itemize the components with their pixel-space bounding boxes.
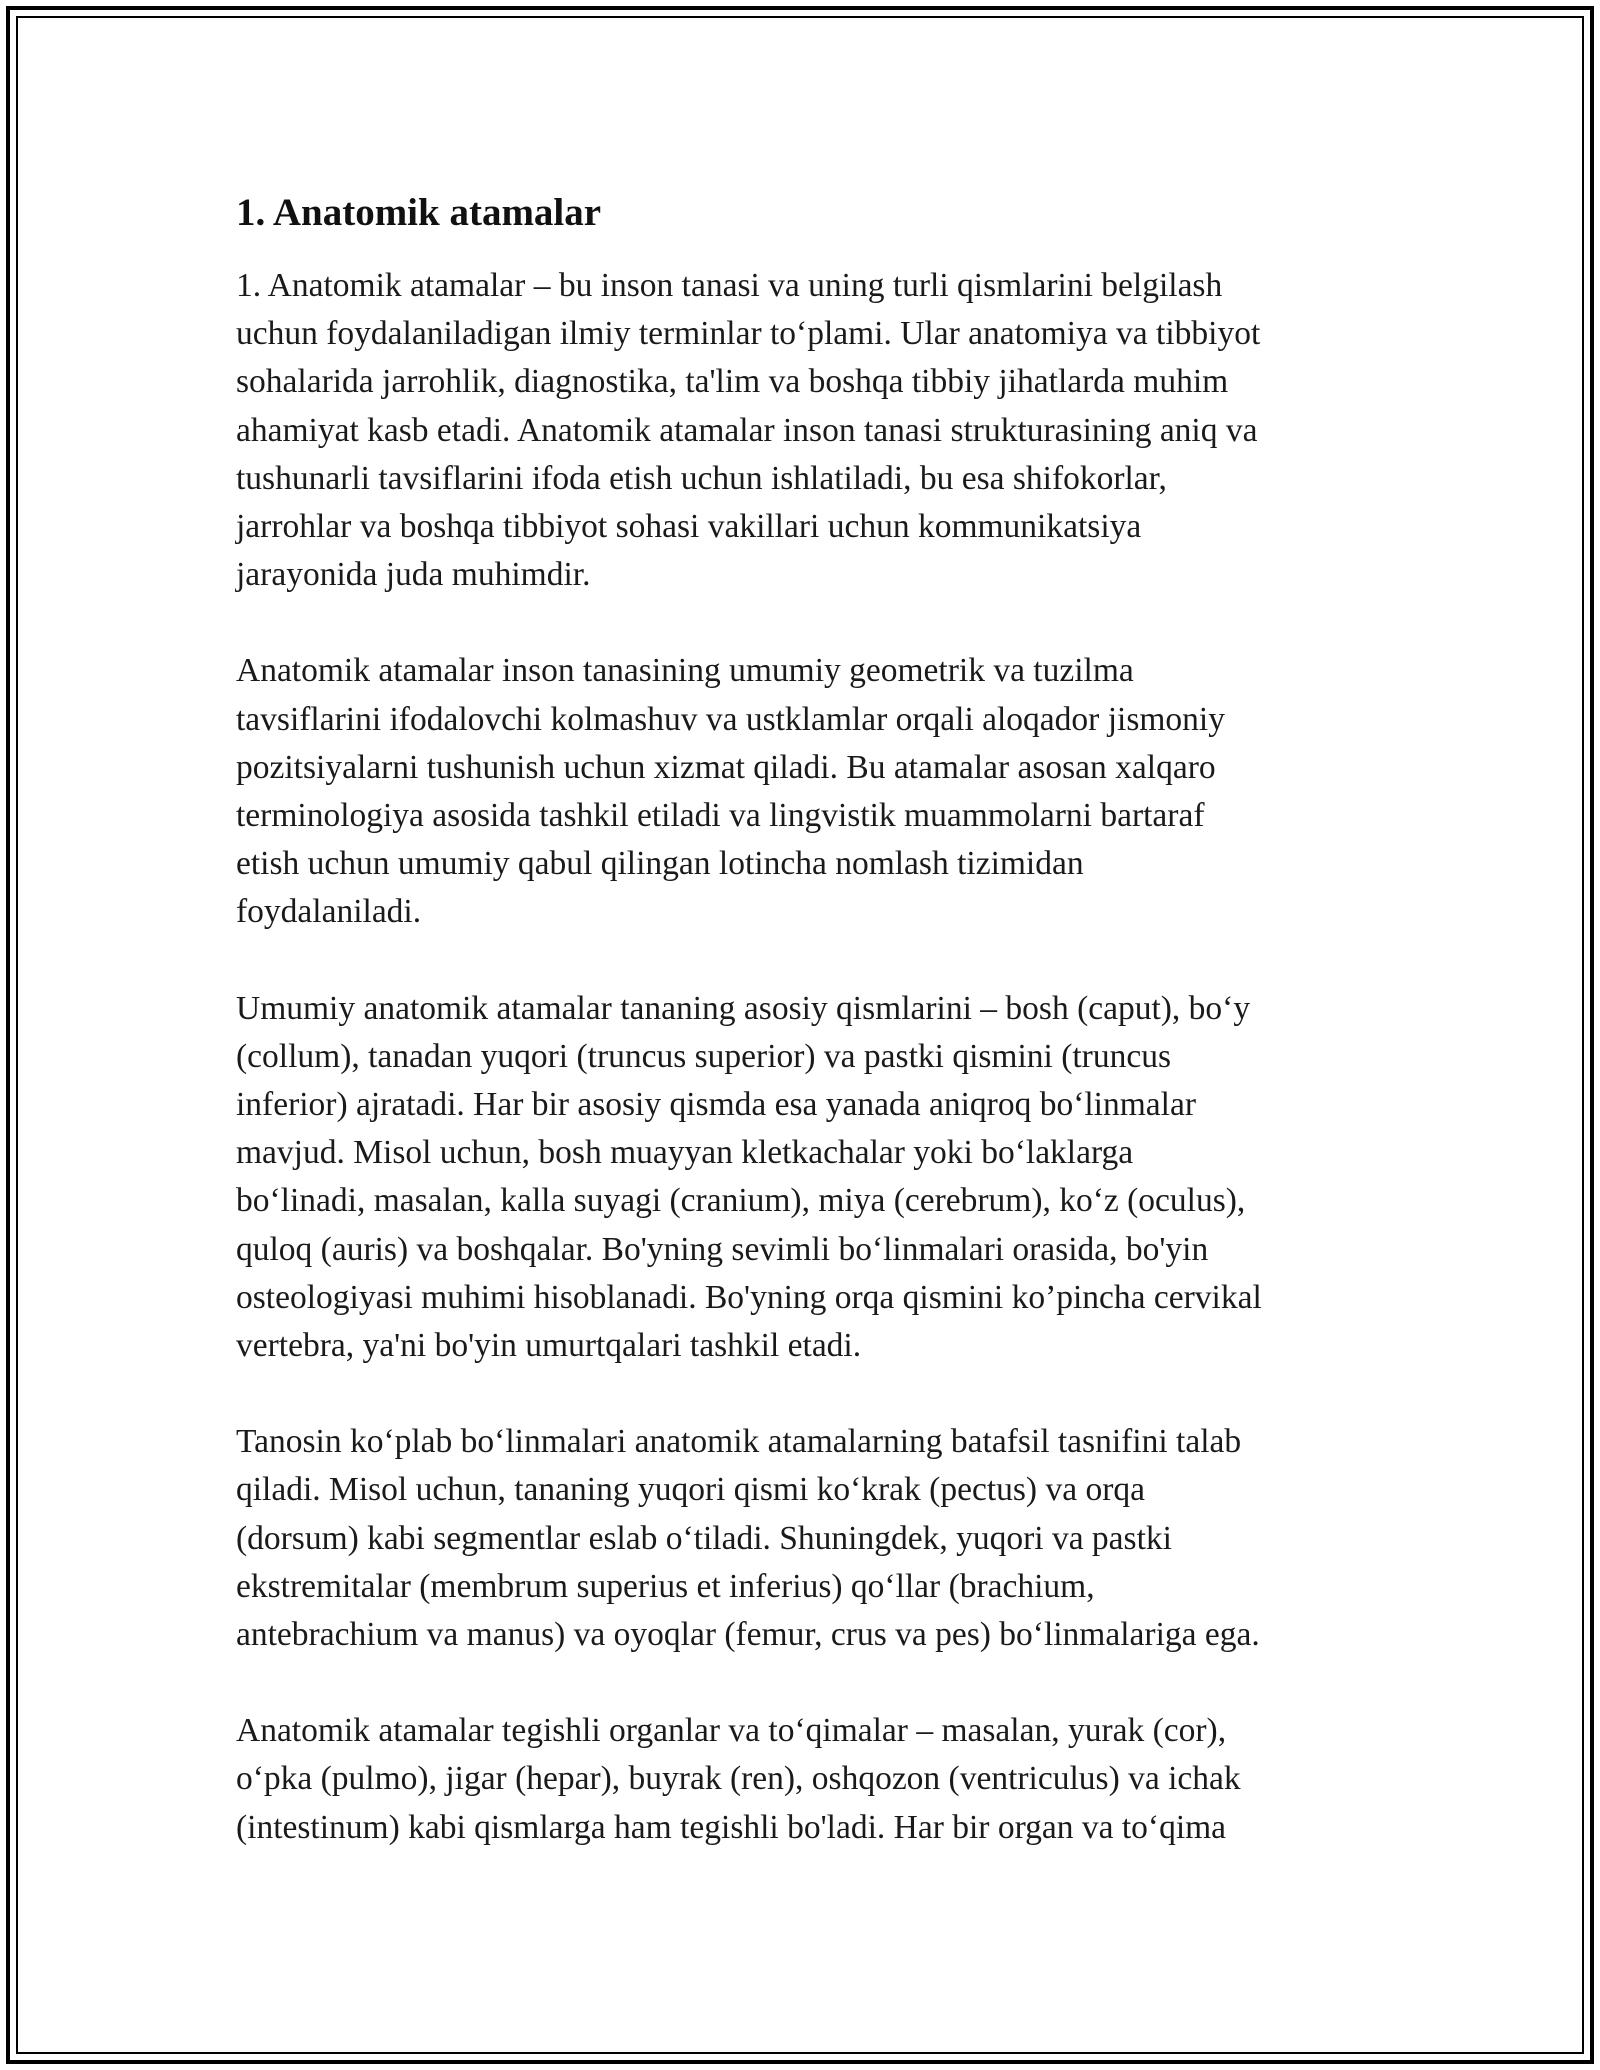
text-line: o‘pka (pulmo), jigar (hepar), buyrak (ren), oshqozon (ventriculus) va ichak [236,1760,1241,1798]
text-line: antebrachium va manus) va oyoqlar (femur, crus va pes) bo‘linmalariga ega. [236,1616,1260,1654]
text-line: mavjud. Misol uchun, bosh muayyan kletkachalar yoki bo‘laklarga [236,1134,1134,1172]
text-line: (intestinum) kabi qismlarga ham tegishli bo'ladi. Har bir organ va to‘qima [236,1808,1227,1846]
document-body [236,188,1366,1900]
paragraph-4 [236,1418,1366,1659]
text-line: jarayonida juda muhimdir. [236,556,591,594]
text-line: 1. Anatomik atamalar – bu inson tanasi va uning turli qismlarini belgilash [236,267,1223,304]
paragraph-1 [236,262,1366,599]
text-line: terminologiya asosida tashkil etiladi va lingvistik muammolarni bartaraf [236,797,1205,835]
section-heading: 1. Anatomik atamalar [236,191,602,234]
text-line: foydalaniladi. [236,893,422,931]
text-line: ahamiyat kasb etadi. Anatomik atamalar inson tanasi strukturasining aniq va [236,411,1258,449]
text-line: pozitsiyalarni tushunish uchun xizmat qiladi. Bu atamalar asosan xalqaro [236,748,1216,786]
text-line: tavsiflarini ifodalovchi kolmashuv va ustklamlar orqali aloqador jismoniy [236,700,1225,738]
paragraph-5 [236,1707,1366,1852]
text-line: etish uchun umumiy qabul qilingan lotincha nomlash tizimidan [236,845,1084,883]
text-line: (collum), tanadan yuqori (truncus superior) va pastki qismini (truncus [236,1037,1171,1075]
text-line: tushunarli tavsiflarini ifoda etish uchun ishlatiladi, bu esa shifokorlar, [236,459,1167,497]
text-line: jarrohlar va boshqa tibbiyot sohasi vakillari uchun kommunikatsiya [236,508,1142,546]
text-line: uchun foydalaniladigan ilmiy terminlar to‘plami. Ular anatomiya va tibbiyot [236,315,1261,353]
text-line: qiladi. Misol uchun, tananing yuqori qismi ko‘krak (pectus) va orqa [236,1471,1145,1509]
text-line: Tanosin ko‘plab bo‘linmalari anatomik atamalarning batafsil tasnifini talab [236,1423,1242,1461]
text-line: bo‘linadi, masalan, kalla suyagi (cranium), miya (cerebrum), ko‘z (oculus), [236,1182,1246,1220]
text-line: osteologiyasi muhimi hisoblanadi. Bo'yning orqa qismini ko’pincha cervikal [236,1278,1262,1316]
text-line: inferior) ajratadi. Har bir asosiy qismda esa yanada aniqroq bo‘linmalar [236,1086,1196,1124]
text-line: Anatomik atamalar tegishli organlar va to‘qimalar – masalan, yurak (cor), [236,1712,1227,1750]
text-line: Anatomik atamalar inson tanasining umumiy geometrik va tuzilma [236,652,1134,690]
text-line: vertebra, ya'ni bo'yin umurtqalari tashkil etadi. [236,1327,862,1365]
text-line: sohalarida jarrohlik, diagnostika, ta'lim va boshqa tibbiy jihatlarda muhim [236,363,1229,401]
text-line: Umumiy anatomik atamalar tananing asosiy qismlarini – bosh (caput), bo‘y [236,989,1251,1027]
text-line: (dorsum) kabi segmentlar eslab o‘tiladi. Shuningdek, yuqori va pastki [236,1519,1172,1557]
paragraph-3 [236,985,1366,1371]
paragraph-2 [236,647,1366,936]
text-line: quloq (auris) va boshqalar. Bo'yning sevimli bo‘linmalari orasida, bo'yin [236,1230,1209,1268]
text-line: ekstremitalar (membrum superius et inferius) qo‘llar (brachium, [236,1567,1095,1605]
